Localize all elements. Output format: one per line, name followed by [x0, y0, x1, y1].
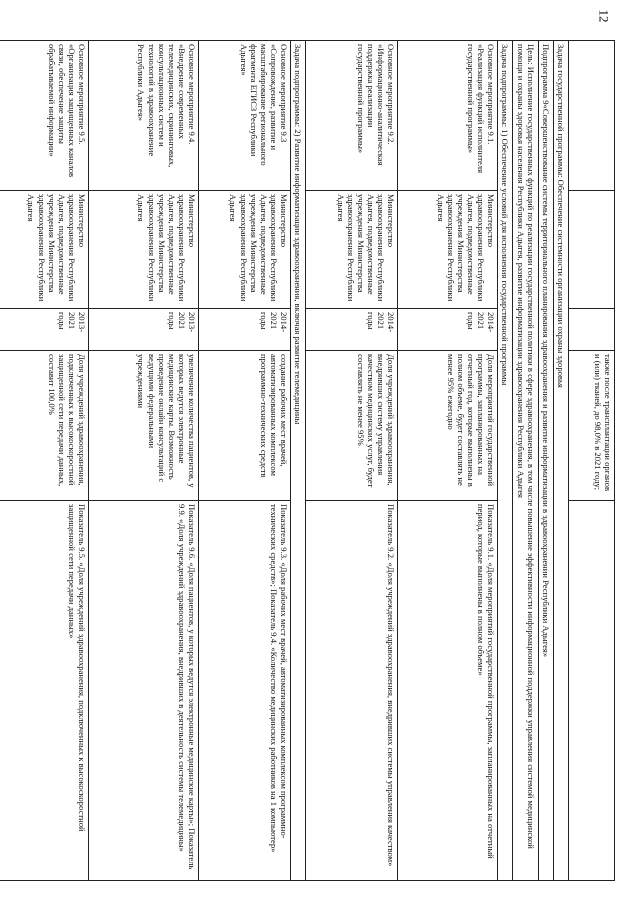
table-row	[89, 41, 199, 881]
period-cell: 2013-2021 годы	[89, 309, 199, 351]
result-cell: создание рабочих мест врачей, автоматизированных комплексом программно-технических средств	[199, 351, 291, 501]
period-cell: 2014-2021 годы	[199, 309, 291, 351]
event-cell: Основное мероприятие 9.3 «Сопровождение, развитие и масштабирование регионального фрагмента ЕГИСЗ Республики Адыгея»	[199, 41, 291, 191]
table-row	[291, 41, 306, 881]
aim-row: Цель: Исполнение государственных функций по реализации государственной политики в сфере здравоохранения, в том числе повышение эффективности информационной поддержки управления системой медицинской помощи и охраны здоровья населения Республики Адыгея, развитие информатизации здравоохранения Республики Адыгея	[513, 41, 538, 881]
executor-cell: Министерство здравоохранения Республики Адыгея, подведомственные учреждения Министерства здравоохранения Республики Адыгея	[0, 191, 89, 309]
rotated-page-area	[26, 40, 640, 880]
task-row-2: Задача подпрограммы: 2) Развитие информатизации здравоохранения, включая развитие телемедицины	[291, 41, 306, 881]
table-row	[569, 41, 615, 881]
page-number: 12	[596, 9, 612, 23]
subprogram-row: Подпрограмма 9«Совершенствование системы территориального планирования здравоохранения и развитие информатизации в здравоохранении Республики Адыгея»	[538, 41, 553, 881]
table-cell	[569, 309, 615, 351]
task-row-1: Задача подпрограммы: 1) Обеспечение условий для исполнения государственной программы	[498, 41, 513, 881]
result-cell: Доля мероприятий государственной программы, запланированных на отчетный год, которые выполнены в полном объеме, будет составлять не менее 95% ежегодно	[398, 351, 498, 501]
table-row	[306, 41, 398, 881]
indicator-cell: Показатель 9.6. «Доля пациентов, у которых ведутся электронные медицинские карты»; Показатель 9.9. «Доля учреждений здравоохранения, внедривших в деятельность системы телемедицины»	[89, 501, 199, 881]
table-row	[498, 41, 513, 881]
goal-row: Задача государственной программы: Обеспечение системности организации охраны здоровья	[553, 41, 568, 881]
period-cell: 2014-2021 годы	[306, 309, 398, 351]
table-cell	[569, 191, 615, 309]
result-cell: Доля учреждений здравоохранения, внедривших систему управления качеством медицинских услуг, будет составлять не менее 95%	[306, 351, 398, 501]
executor-cell: Министерство здравоохранения Республики Адыгея, подведомственные учреждения Министерства здравоохранения Республики Адыгея	[398, 191, 498, 309]
executor-cell: Министерство здравоохранения Республики Адыгея, подведомственные учреждения Министерства здравоохранения Республики Адыгея	[306, 191, 398, 309]
table-row	[538, 41, 553, 881]
table-row	[0, 41, 89, 881]
indicator-cell: Показатель 9.1. «Доля мероприятий государственной программы, запланированных на отчетный период, которые выполнены в полном объеме»	[398, 501, 498, 881]
table-cell	[569, 41, 615, 191]
executor-cell: Министерство здравоохранения Республики Адыгея, подведомственные учреждения Министерства здравоохранения Республики Адыгея	[199, 191, 291, 309]
table-row	[199, 41, 291, 881]
executor-cell: Министерство здравоохранения Республики Адыгея, подведомственные учреждения Министерства здравоохранения Республики Адыгея	[89, 191, 199, 309]
event-cell: Основное мероприятие 9.2. «Информационно-аналитическая поддержка реализации государственной программы»	[306, 41, 398, 191]
table-wrapper	[26, 40, 615, 880]
table-row	[553, 41, 568, 881]
period-cell: 2013-2021 годы	[0, 309, 89, 351]
indicator-cell: Показатель 9.2. «Доля учреждений здравоохранения, внедривших системы управления качеством»	[306, 501, 398, 881]
result-cell: Доля учреждений здравоохранения, подключенных к высокоскоростной защищенной сети передачи данных, составит 100,0%	[0, 351, 89, 501]
table-row	[513, 41, 538, 881]
page-number-area	[0, 0, 640, 40]
result-cell: увеличение количества пациентов, у которых ведутся электронные медицинские карты. Возможность проведение онлайн консультаций с ведущими федеральными учреждениями	[89, 351, 199, 501]
event-cell: Основное мероприятие 9.4. «Внедрение современных телемедицинских, скрининговых, консультационных систем и технологий в здравоохранение Республики Адыгея»	[89, 41, 199, 191]
indicator-cell: Показатель 9.5. «Доля учреждений здравоохранения, подключенных к высокоскоростной защищенной сети передачи данных»	[0, 501, 89, 881]
table-cell	[569, 501, 615, 881]
header-continuation: также после трансплантации органов и (или) тканей, до 98,0% в 2021 году;	[569, 351, 615, 501]
table-row	[398, 41, 498, 881]
event-cell: Основное мероприятие 9.1. «Реализация функций исполнителя государственной программы»	[398, 41, 498, 191]
program-table	[0, 40, 615, 881]
indicator-cell: Показатель 9.3. «Доля рабочих мест врачей, автоматизированных комплексом программно-технических средств»; Показатель 9.4. «Количество медицинских работников на 1 компьютер»	[199, 501, 291, 881]
period-cell: 2014-2021 годы	[398, 309, 498, 351]
event-cell: Основное мероприятие 9.5. «Организация защищенных каналов связи, обеспечение защиты обрабатываемой информации»	[0, 41, 89, 191]
